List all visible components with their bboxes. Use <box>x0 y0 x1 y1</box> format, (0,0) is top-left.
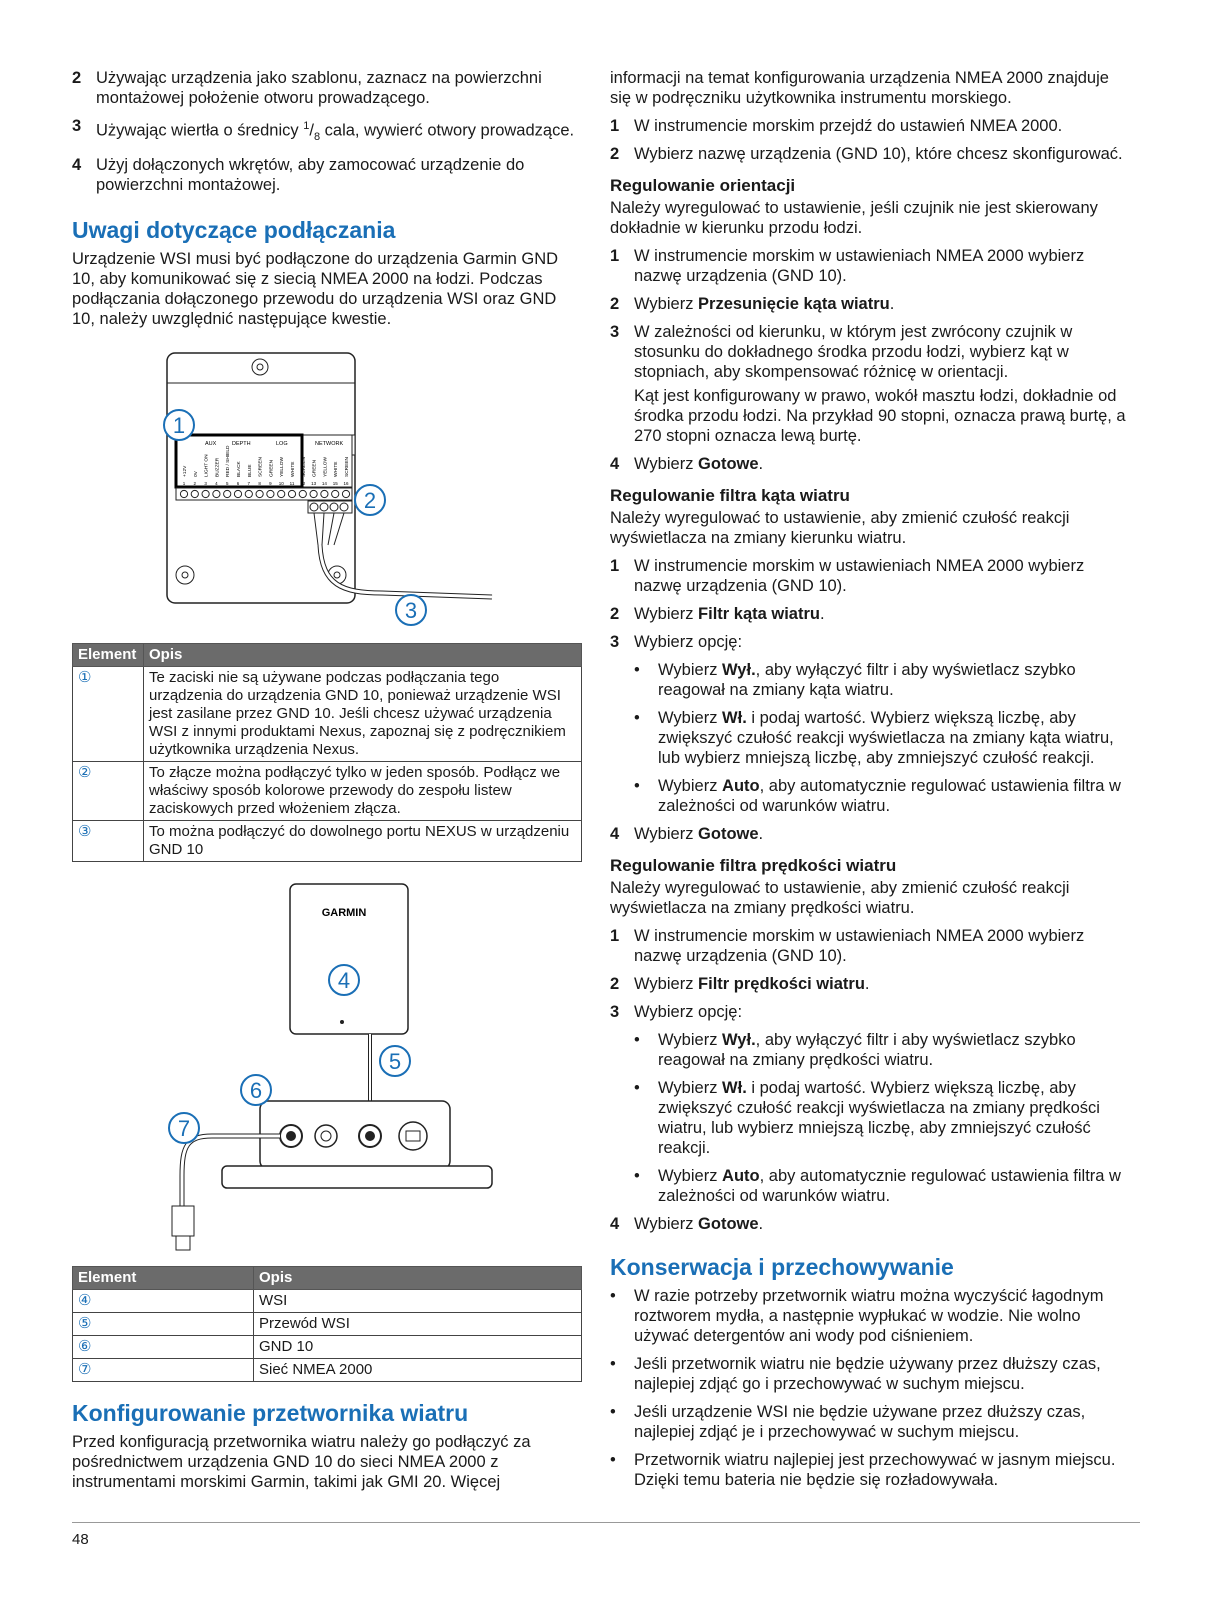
table-row: ② To złącze można podłączyć tylko w jeden sposób. Podłącz we właściwy sposób kolorowe przewody do zespołu listew zaciskowych przed włożeniem złącza. <box>73 761 582 820</box>
step-2: 2 Wybierz nazwę urządzenia (GND 10), które chcesz skonfigurować. <box>610 145 1123 163</box>
terminal-number: 10 <box>278 480 284 486</box>
subsection-heading: Regulowanie filtra prędkości wiatru <box>610 856 897 875</box>
paragraph: Przed konfiguracją przetwornika wiatru należy go podłączyć za pośrednictwem urządzenia GND 10 do sieci NMEA 2000 z instrumentami morskimi Garmin, takimi jak GMI 20. Więcej <box>72 1432 531 1491</box>
step-2 <box>72 68 582 108</box>
subsection-heading: Regulowanie filtra kąta wiatru <box>610 486 850 505</box>
option-list <box>634 660 1130 816</box>
terminal-number: 7 <box>247 480 251 486</box>
step-1: 1 W instrumencie morskim w ustawieniach NMEA 2000 wybierz nazwę urządzenia (GND 10). <box>610 557 1085 595</box>
wire-label: WHITE <box>291 461 296 477</box>
wsi-connection-diagram <box>72 876 582 1256</box>
section-heading: Uwagi dotyczące podłączania <box>72 216 396 243</box>
step-text: Używając wiertła o średnicy $^1/_8$ cala, wywierć otwory prowadzące. <box>96 120 575 143</box>
wire-label: SCREEN <box>301 456 307 477</box>
step-2: 2 Wybierz Przesunięcie kąta wiatru. <box>610 295 895 313</box>
step-4: 4 Wybierz Gotowe. <box>610 1215 764 1233</box>
terminal-screw <box>180 490 187 497</box>
terminal-screw <box>299 490 306 497</box>
terminal-screw <box>256 490 263 497</box>
table-row: ⑦ Sieć NMEA 2000 <box>73 1358 582 1381</box>
svg-text:NETWORK: NETWORK <box>315 440 344 447</box>
paragraph: Należy wyregulować to ustawienie, aby zmienić czułość reakcji wyświetlacza na zmiany kierunku wiatru. <box>610 509 1070 547</box>
step-2: 2 Wybierz Filtr kąta wiatru. <box>610 605 825 623</box>
terminal-number: 3 <box>204 480 207 486</box>
svg-text:DEPTH: DEPTH <box>232 440 251 447</box>
svg-text:6: 6 <box>249 1077 263 1103</box>
terminal-number: 14 <box>321 480 327 486</box>
step-1: 1 W instrumencie morskim przejdź do ustawień NMEA 2000. <box>610 117 1063 135</box>
step-number: 2 <box>72 69 82 87</box>
table-row: ④ WSI <box>73 1289 582 1312</box>
terminal-number: 5 <box>225 480 229 486</box>
left-column <box>72 68 582 1500</box>
terminal-number: 12 <box>300 480 306 486</box>
terminal-screw <box>234 490 241 497</box>
step-1: 1 W instrumencie morskim w ustawieniach NMEA 2000 wybierz nazwę urządzenia (GND 10). <box>610 247 1085 285</box>
wire-label: GREEN <box>312 459 318 477</box>
list-item: • Wybierz Auto, aby automatycznie regulować ustawienia filtra w zależności od warunków wiatru. <box>634 777 1121 815</box>
table-row: ③ To można podłączyć do dowolnego portu NEXUS w urządzeniu GND 10 <box>73 820 582 861</box>
wire-label: BUZZER <box>215 457 221 477</box>
svg-text:AUX: AUX <box>205 440 217 447</box>
list-item: • Wybierz Auto, aby automatycznie regulować ustawienia filtra w zależności od warunków wiatru. <box>634 1167 1121 1205</box>
terminal-screw <box>278 490 285 497</box>
svg-text:3: 3 <box>404 597 418 623</box>
table-row: ① Te zaciski nie są używane podczas podłączania tego urządzenia do urządzenia GND 10, ponieważ urządzenie WSI jest zasilane przez GND 10. Jeśli chcesz używać urządzenia WSI z innymi produktami Nexus, zapoznaj się z podręcznikiem użytkownika urządzenia Nexus. <box>73 666 582 761</box>
terminal-screw <box>342 490 349 497</box>
terminal-screw <box>321 490 328 497</box>
terminal-number: 15 <box>332 480 338 486</box>
list-item: • Wybierz Wł. i podaj wartość. Wybierz większą liczbę, aby zwiększyć czułość reakcji wyświetlacza na zmiany kąta wiatru, lub wybierz mniejszą liczbę, aby zmniejszyć czułość reakcji. <box>634 709 1114 767</box>
option-list <box>634 1030 1130 1206</box>
wire-label: LIGHT ON <box>204 454 210 477</box>
svg-text:GARMIN: GARMIN <box>321 906 367 919</box>
terminal-screw <box>288 490 295 497</box>
svg-text:1: 1 <box>172 412 186 438</box>
section-heading: Konfigurowanie przetwornika wiatru <box>72 1399 469 1426</box>
wire-label: BLUE <box>247 464 253 477</box>
list-item: • Jeśli przetwornik wiatru nie będzie używany przez dłuższy czas, najlepiej zdjąć go i przechowywać w suchym miejscu. <box>610 1355 1101 1393</box>
terminal-number: 6 <box>236 480 240 486</box>
step-note: Kąt jest konfigurowany w prawo, wokół masztu łodzi, dokładnie od środka przodu łodzi. Na przykład 90 stopni, oznacza prawą burtę, a 270 stopni oznacza lewą burtę. <box>634 387 1126 445</box>
terminal-number: 13 <box>311 480 317 486</box>
list-item: • W razie potrzeby przetwornik wiatru można wyczyścić łagodnym roztworem mydła, a następnie wypłukać w wodzie. Nie wolno używać detergentów ani wody pod ciśnieniem. <box>610 1287 1104 1345</box>
wire-label: +12V <box>183 465 188 477</box>
step-4: 4 Wybierz Gotowe. <box>610 825 764 843</box>
step-number: 3 <box>72 117 82 135</box>
table-row: ⑤ Przewód WSI <box>73 1312 582 1335</box>
list-item: • Wybierz Wył., aby wyłączyć filtr i aby wyświetlacz szybko reagował na zmiany kąta wiatru. <box>634 661 1076 699</box>
terminal-number: 8 <box>258 480 261 486</box>
step-4: 4 Wybierz Gotowe. <box>610 455 764 473</box>
svg-text:5: 5 <box>388 1048 402 1074</box>
step-4 <box>72 155 582 195</box>
wire-label: GREEN <box>269 459 275 477</box>
step-3: 3 Wybierz opcję: <box>610 1003 743 1021</box>
svg-text:7: 7 <box>177 1115 191 1141</box>
list-item: • Wybierz Wył., aby wyłączyć filtr i aby wyświetlacz szybko reagował na zmiany prędkości wiatru. <box>634 1031 1076 1069</box>
wire-label: WHITE <box>334 461 340 477</box>
step-3: 3 W zależności od kierunku, w którym jest zwrócony czujnik w stosunku do dokładnego środka przodu łodzi, wybierz kąt w stopniach, aby skompensować różnicę w orientacji. <box>610 323 1073 381</box>
elements-table-1: Element Opis ① Te zaciski nie są używane podczas podłączania tego urządzenia do urządzenia GND 10, ponieważ urządzenie WSI jest zasilane przez GND 10. Jeśli chcesz używać urządzenia WSI z innymi produktami Nexus, zapoznaj się z podręcznikiem użytkownika urządzenia Nexus. ② To złącze można podłączyć tylko w jeden sposób. Podłącz we właściwy sposób kolorowe przewody do zespołu listew zaciskowych przed włożeniem złącza. ③ To można podłączyć do dowolnego portu NEXUS w urządzeniu GND 10 <box>72 643 582 862</box>
terminal-screw <box>213 490 220 497</box>
step-2: 2 Wybierz Filtr prędkości wiatru. <box>610 975 870 993</box>
terminal-screw <box>191 490 198 497</box>
terminal-number: 1 <box>182 480 186 486</box>
terminal-wiring-diagram <box>72 345 582 635</box>
elements-table-2: Element Opis ④ WSI ⑤ Przewód WSI ⑥ GND 10 ⑦ Sieć NMEA 2000 <box>72 1266 582 1382</box>
step-3 <box>72 116 582 147</box>
terminal-number: 2 <box>193 480 197 486</box>
list-item: • Jeśli urządzenie WSI nie będzie używane przez dłuższy czas, najlepiej zdjąć je i przechowywać w suchym miejscu. <box>610 1403 1086 1441</box>
wire-label: YELLOW <box>280 456 286 477</box>
table-row: ⑥ GND 10 <box>73 1335 582 1358</box>
step-text: Użyj dołączonych wkrętów, aby zamocować urządzenie do powierzchni montażowej. <box>96 155 525 194</box>
terminal-screw <box>310 490 317 497</box>
step-3: 3 Wybierz opcję: <box>610 633 743 651</box>
wire-label: 0V <box>193 470 199 477</box>
wire-label: BLACK <box>237 461 242 477</box>
list-item: • Przetwornik wiatru najlepiej jest przechowywać w jasnym miejscu. Dzięki temu bateria nie będzie się rozładowywała. <box>610 1451 1116 1489</box>
step-number: 4 <box>72 155 82 174</box>
footer-divider <box>72 1522 1140 1523</box>
right-column <box>610 68 1130 1498</box>
wire-label: RED / SHIELD <box>226 445 232 477</box>
wire-label: SCREEN <box>345 456 350 477</box>
terminal-screw <box>267 490 274 497</box>
section-heading: Konserwacja i przechowywanie <box>610 1254 954 1280</box>
wire-label: YELLOW <box>323 456 329 477</box>
terminal-number: 4 <box>215 480 218 486</box>
svg-text:LOG: LOG <box>276 440 288 447</box>
wire-label: SCREEN <box>258 456 264 477</box>
terminal-number: 9 <box>269 480 272 486</box>
paragraph: informacji na temat konfigurowania urządzenia NMEA 2000 znajduje się w podręczniku użytkownika instrumentu morskiego. <box>610 69 1109 107</box>
subsection-heading: Regulowanie orientacji <box>610 176 796 195</box>
svg-text:4: 4 <box>337 967 351 993</box>
paragraph: Należy wyregulować to ustawienie, aby zmienić czułość reakcji wyświetlacza na zmiany prędkości wiatru. <box>610 879 1070 917</box>
terminal-screw <box>202 490 209 497</box>
terminal-number: 11 <box>289 480 295 486</box>
terminal-screw <box>224 490 231 497</box>
terminal-screw <box>245 490 252 497</box>
page-number: 48 <box>72 1531 89 1548</box>
terminal-number: 16 <box>343 480 349 486</box>
paragraph: Należy wyregulować to ustawienie, jeśli czujnik nie jest skierowany dokładnie w kierunku przodu łodzi. <box>610 199 1098 237</box>
step-1: 1 W instrumencie morskim w ustawieniach NMEA 2000 wybierz nazwę urządzenia (GND 10). <box>610 927 1085 965</box>
list-item: • Wybierz Wł. i podaj wartość. Wybierz większą liczbę, aby zwiększyć czułość reakcji wyświetlacza na zmiany prędkości wiatru, lub wybierz mniejszą liczbę, aby zmniejszyć czułość reakcji. <box>634 1079 1100 1157</box>
paragraph: Urządzenie WSI musi być podłączone do urządzenia Garmin GND 10, aby komunikować się z siecią NMEA 2000 na łodzi. Podczas podłączania dołączonego przewodu do urządzenia WSI oraz GND 10, należy uwzględnić następujące kwestie. <box>72 249 559 328</box>
svg-text:2: 2 <box>363 487 377 513</box>
step-text: Używając urządzenia jako szablonu, zaznacz na powierzchni montażowej położenie otworu prowadzącego. <box>96 69 542 107</box>
terminal-screw <box>332 490 339 497</box>
